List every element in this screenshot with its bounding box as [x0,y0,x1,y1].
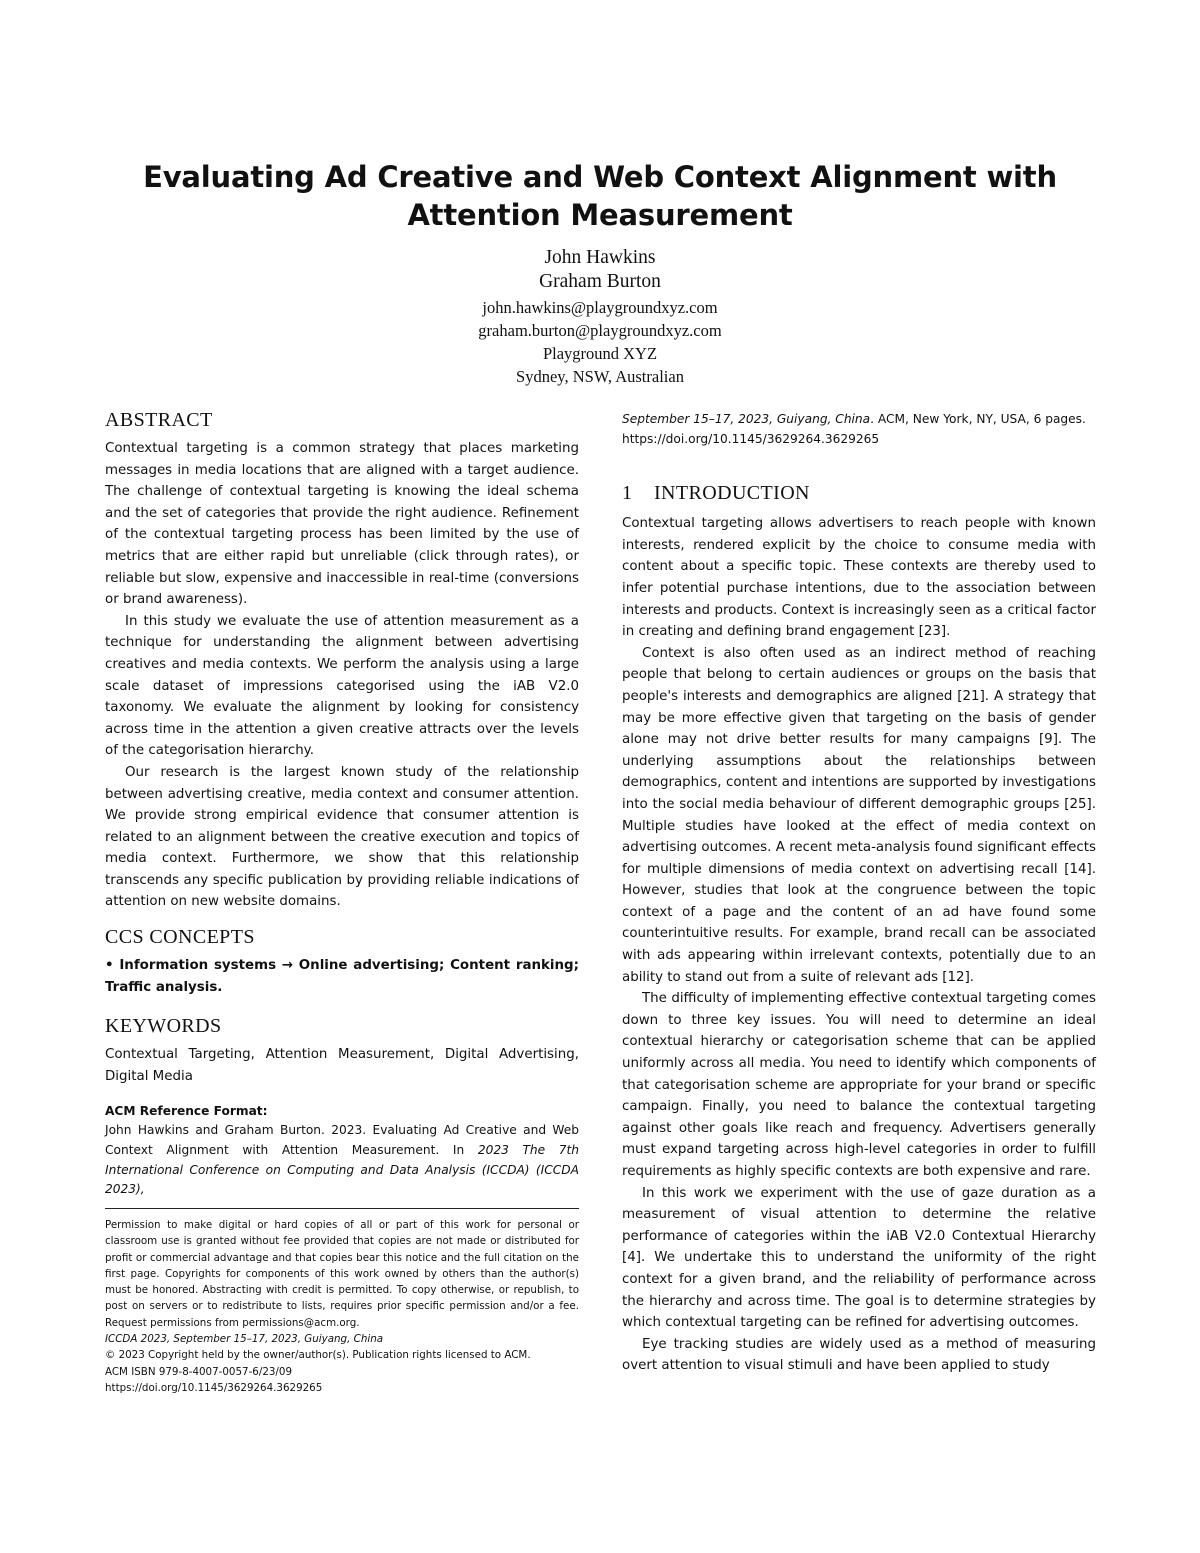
acm-reference-text [105,1121,579,1199]
conference-line: ICCDA 2023, September 15–17, 2023, Guiyang, China [105,1333,384,1346]
keywords-text: Contextual Targeting, Attention Measurement, Digital Advertising, Digital Media [105,1047,579,1084]
author-location: Sydney, NSW, Australian [516,367,684,386]
abstract-paragraph: Our research is the largest known study of the relationship between advertising creative, media context and consumer attention. We provide strong empirical evidence that consumer attention is related to an alignment between the creative execution and topics of media context. Furthermore, we show that this relationship transcends any specific publication by providing reliable indications of attention on new website domains. [105,764,579,910]
acm-reference-heading: ACM Reference Format: [105,1104,268,1119]
intro-paragraph: Context is also often used as an indirect method of reaching people that belong to certain audiences or groups on the basis that people's interests and demographics are aligned [21]. A strategy that may be more effective given that targeting on the basis of gender alone may not drive better results for many campaigns [9]. The underlying assumptions about the relationships between demographics, content and intentions are supported by investigations into the social media behaviour of different demographic groups [25]. Multiple studies have looked at the effect of media context on advertising outcomes. A recent meta-analysis found significant effects for multiple dimensions of media context on advertising recall [14]. However, studies that look at the congruence between the topic context of a page and the content of an ad have found some counterintuitive results. For example, brand recall can be associated with ads appearing within irrelevant contexts, potentially due to an ability to stand out from a suite of relevant ads [12]. [622,645,1096,985]
acm-reference-venue: 2023 The 7th International Conference on Computing and Data Analysis (ICCDA) (ICCDA 2023), [105,1143,579,1197]
intro-paragraph: Contextual targeting allows advertisers to reach people with known interests, rendered explicit by the choice to consume media with content about a specific topic. These contexts are thereby used to infer potential purchase intentions, due to the association between interests and products. Context is increasingly seen as a critical factor in creating and defining brand engagement [23]. [622,516,1096,640]
left-column [105,406,579,1200]
acm-reference-continuation [622,410,1096,449]
author-affiliation: Playground XYZ [542,344,658,363]
introduction-heading [622,479,1096,507]
section-number: 1 [622,482,633,505]
ccs-heading: CCS CONCEPTS [105,926,255,949]
permission-footnote [105,1208,579,1396]
author-name: John Hawkins [544,247,656,268]
title-line-2: Attention Measurement [407,198,793,232]
doi-link[interactable]: https://doi.org/10.1145/3629264.3629265 [105,1381,323,1394]
keywords-heading: KEYWORDS [105,1015,222,1038]
title-line-1: Evaluating Ad Creative and Web Context Alignment with [143,160,1057,194]
author-email: john.hawkins@playgroundxyz.com [482,298,718,317]
author-email: graham.burton@playgroundxyz.com [478,321,722,340]
acm-reference-doi[interactable]: . ACM, New York, NY, USA, 6 pages. https://doi.org/10.1145/3629264.3629265 [622,412,1086,446]
author-name: Graham Burton [539,271,661,292]
abstract-paragraph: Contextual targeting is a common strategy that places marketing messages in media locations that are aligned with a target audience. The challenge of contextual targeting is knowing the ideal schema and the set of categories that provide the right audience. Refinement of the contextual targeting process has been limited by the use of metrics that are either rapid but unreliable (click through rates), or reliable but slow, expensive and inaccessible in real-time (conversions or brand awareness). [105,441,579,608]
intro-paragraph: Eye tracking studies are widely used as a method of measuring overt attention to visual stimuli and have been applied to study [622,1336,1096,1374]
acm-reference-plain: John Hawkins and Graham Burton. 2023. Evaluating Ad Creative and Web Context Alignment with Attention Measurement. In [105,1123,579,1158]
abstract-heading: ABSTRACT [105,409,213,431]
isbn-line: ACM ISBN 979-8-4007-0057-6/23/09 [105,1365,292,1378]
intro-paragraph: In this work we experiment with the use of gaze duration as a measurement of visual attention to determine the relative performance of categories within the iAB V2.0 Contextual Hierarchy [4]. We undertake this to understand the uniformity of the right context for a given brand, and the reliability of performance across the hierarchy and across time. The goal is to determine strategies by which contextual targeting can be refined for advertising outcomes. [622,1185,1096,1331]
intro-paragraph: The difficulty of implementing effective contextual targeting comes down to three key issues. You will need to determine an ideal contextual hierarchy or categorisation scheme that can be applied uniformly across all media. You need to identify which components of that categorisation scheme are appropriate for your brand or specific campaign. Finally, you need to balance the contextual targeting against other goals like reach and frequency. Advertisers generally must expand targeting across high-level categories in order to fulfill requirements as highly specific contexts are both expensive and rare. [622,991,1096,1179]
permission-text: Permission to make digital or hard copies of all or part of this work for personal or classroom use is granted without fee provided that copies are not made or distributed for profit or commercial advantage and that copies bear this notice and the full citation on the first page. Copyrights for components of this work owned by others than the author(s) must be honored. Abstracting with credit is permitted. To copy otherwise, or republish, to post on servers or to redistribute to lists, requires prior specific permission and/or a fee. Request permissions from permissions@acm.org. [105,1219,579,1329]
paper-title [100,158,1100,234]
copyright-line: © 2023 Copyright held by the owner/author(s). Publication rights licensed to ACM. [105,1349,531,1362]
author-block [300,246,900,388]
acm-reference-date: September 15–17, 2023, Guiyang, China [622,412,871,426]
section-title: INTRODUCTION [654,482,810,505]
ccs-concepts: • Information systems → Online advertising; Content ranking; Traffic analysis. [105,958,579,995]
abstract-paragraph: In this study we evaluate the use of attention measurement as a technique for understanding the alignment between advertising creatives and media contexts. We perform the analysis using a large scale dataset of impressions categorised using the iAB V2.0 taxonomy. We evaluate the alignment by looking for consistency across time in the attention a given creative attracts over the levels of the categorisation hierarchy. [105,613,579,759]
right-column [622,410,1096,1377]
